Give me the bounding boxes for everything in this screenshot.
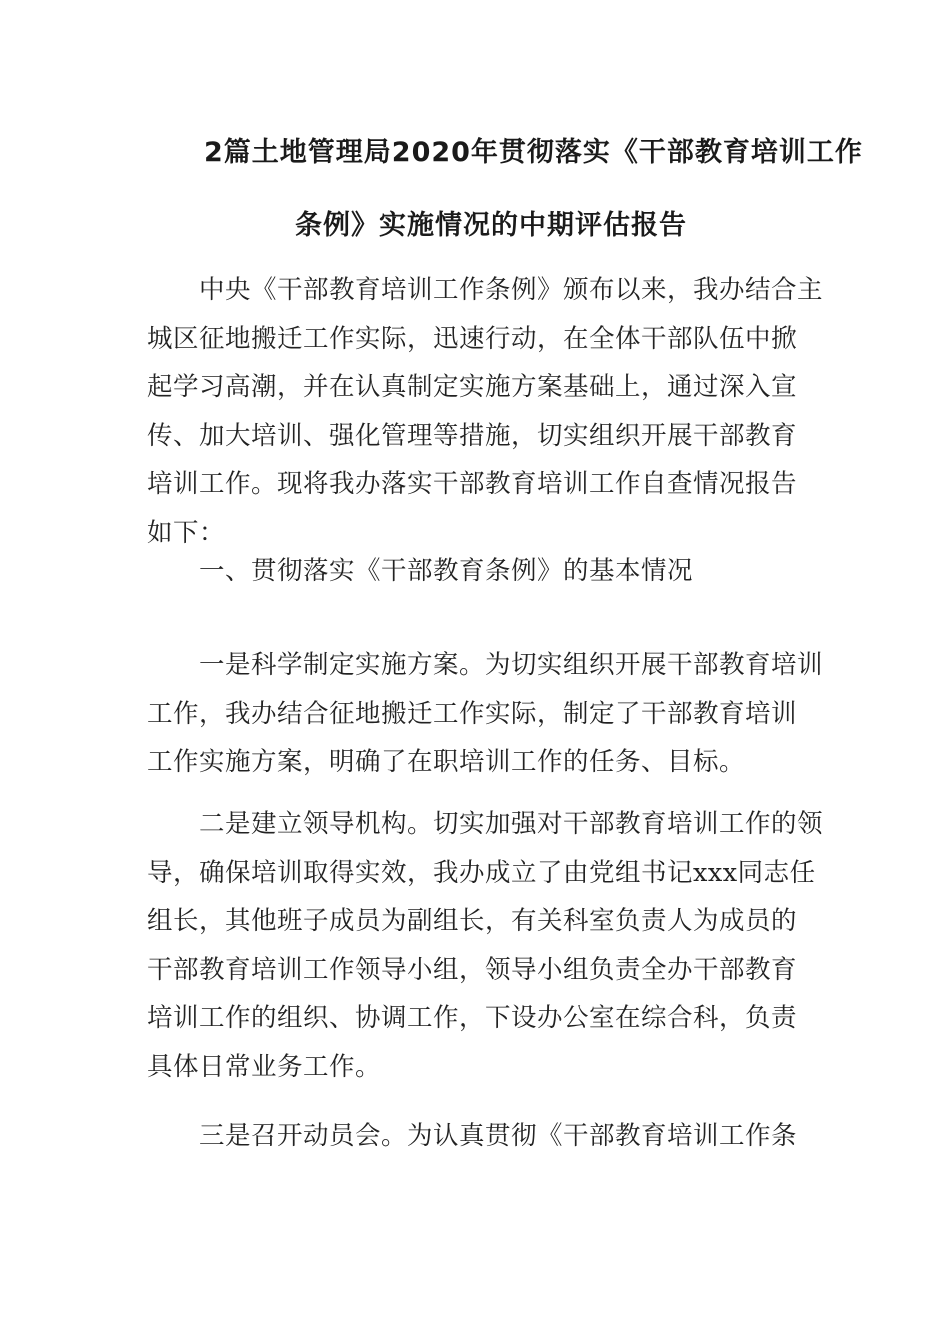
section-heading: [147, 547, 815, 596]
point-two-paragraph: [147, 800, 824, 1091]
text-line: 如下：: [147, 517, 226, 548]
text-line: 工作实施方案，明确了在职培训工作的任务、目标。: [147, 747, 746, 777]
text-line: 干部教育培训工作领导小组，领导小组负责全办干部教育: [147, 954, 798, 985]
text-line: 组长，其他班子成员为副组长，有关科室负责人为成员的: [147, 906, 798, 936]
text-line: 一是科学制定实施方案。为切实组织开展干部教育培训: [147, 650, 824, 680]
text-line: 具体日常业务工作。: [147, 1051, 382, 1082]
text-line: 三是召开动员会。为认真贯彻《干部教育培训工作条: [147, 1121, 798, 1151]
text-line: 培训工作的组织、协调工作，下设办公室在综合科，负责: [147, 1003, 798, 1033]
document-title-line-2: 条例》实施情况的中期评估报告: [295, 210, 687, 241]
document-title-line-1: 2篇土地管理局2020年贯彻落实《干部教育培训工作: [204, 137, 863, 168]
section-heading-text: 一、贯彻落实《干部教育条例》的基本情况: [147, 556, 694, 586]
intro-paragraph: [147, 266, 824, 557]
text-line: 培训工作。现将我办落实干部教育培训工作自查情况报告: [147, 469, 798, 499]
text-line: 工作，我办结合征地搬迁工作实际，制定了干部教育培训: [147, 698, 798, 729]
text-line: 传、加大培训、强化管理等措施，切实组织开展干部教育: [147, 420, 798, 451]
text-line: 二是建立领导机构。切实加强对干部教育培训工作的领: [147, 809, 824, 839]
text-line: 城区征地搬迁工作实际，迅速行动，在全体干部队伍中掀: [147, 323, 798, 354]
text-line: 起学习高潮，并在认真制定实施方案基础上，通过深入宣: [147, 372, 798, 402]
point-three-paragraph: [147, 1112, 815, 1161]
text-line: 中央《干部教育培训工作条例》颁布以来，我办结合主: [147, 275, 824, 305]
point-one-paragraph: [147, 641, 824, 787]
text-line: 导，确保培训取得实效，我办成立了由党组书记xxx同志任: [147, 857, 816, 888]
